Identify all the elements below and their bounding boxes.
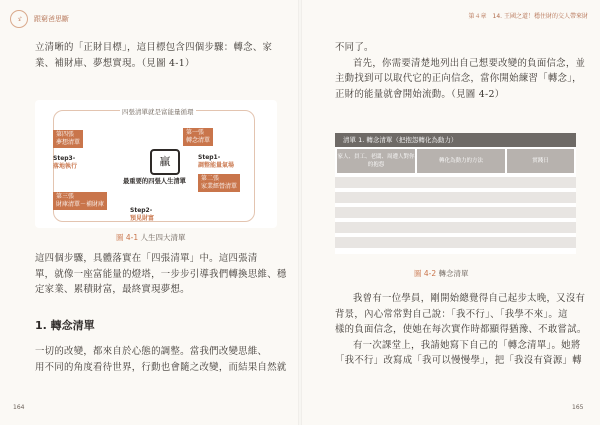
section-title: 1. 轉念清單 — [35, 319, 95, 332]
step-line: Step3- — [53, 155, 76, 162]
paragraph — [35, 251, 287, 298]
page-number: 164 — [13, 404, 25, 411]
table-row — [335, 192, 576, 203]
text-line: 樣的負面信念，使她在每次實作時都顯得猶豫、不敢嘗試。 — [335, 324, 587, 335]
text-line: 定家業、累積財富，最終實現夢想。 — [35, 284, 190, 295]
text-line: 背景，內心常常對自己說：「我不行」、「我學不來」。這 — [335, 308, 568, 320]
table-title: 清單 1. 轉念清單（把抱怨轉化為動力） — [335, 133, 576, 147]
table-row — [335, 207, 576, 218]
caption-text: 人生四大清單 — [140, 233, 186, 242]
caption-number: 圖 4-1 — [116, 233, 139, 242]
text-line: 「我不行」改寫成「我可以慢慢學」，把「我沒有資源」轉 — [335, 355, 582, 366]
caption-number: 圖 4-2 — [414, 269, 437, 278]
list-box-1 — [183, 128, 213, 146]
figure-title: 四張清單就是富能量循環 — [122, 108, 194, 116]
step-line: 落地執行 — [53, 162, 78, 170]
box-line: 第二張 — [201, 175, 220, 182]
step-line: 預見財富 — [130, 214, 155, 222]
text-line: 立清晰的「正財目標」，這目標包含四個步驟：轉念、家 — [35, 42, 273, 53]
table-row — [335, 237, 576, 248]
table-column-header: 轉化為動力的方法 — [417, 149, 505, 173]
book-title: 跟窮爸思斷 — [34, 15, 69, 23]
book-logo-icon: ゞ — [10, 10, 28, 28]
list-box-3 — [53, 192, 107, 210]
paragraph — [335, 291, 587, 369]
table-row — [335, 177, 576, 188]
step-3-label — [53, 155, 77, 170]
figure-caption — [116, 232, 186, 243]
running-header-left — [10, 10, 69, 28]
step-2-label — [130, 207, 154, 222]
table-row — [335, 222, 576, 233]
box-line: 第四張 — [56, 131, 75, 138]
step-line: 調整能量氣場 — [198, 161, 235, 169]
page-number: 165 — [572, 404, 584, 411]
text-line: 單，就像一座富能量的燈塔，一步步引導我們轉換思維、穩 — [35, 268, 287, 280]
list-box-4 — [53, 130, 83, 148]
box-line: 家業經營清單 — [201, 183, 238, 190]
table-4-2 — [335, 133, 576, 254]
table-caption — [414, 268, 469, 279]
win-icon: 贏 — [150, 149, 180, 175]
text-line: 首先，你需要清楚地列出自己想要改變的負面信念，並 — [353, 57, 586, 69]
text-line: 主動找到可以取代它的正向信念，當你開始練習「轉念」， — [335, 73, 582, 84]
text-line: 用不同的角度看待世界，行動也會隨之改變，而結果自然就 — [35, 361, 287, 373]
step-1-label — [198, 154, 234, 169]
text-line: 這四個步驟，具體落實在「四張清單」中。這四張清 — [35, 253, 258, 264]
text-line: 有一次課堂上，我請她寫下自己的「轉念清單」。她將 — [353, 339, 581, 351]
box-line: 第三張 — [56, 193, 75, 200]
step-line: Step2- — [130, 207, 153, 214]
text-line: 業、補財庫、夢想實現。（見圖 4-1） — [35, 57, 195, 69]
text-line: 不同了。 — [335, 42, 374, 53]
center-label: 最重要的四張人生清單 — [123, 178, 186, 185]
figure-4-1 — [35, 100, 277, 228]
text-line: 一切的改變，都來自於心態的調整。當我們改變思維、 — [35, 346, 268, 357]
box-line: 第一張 — [186, 129, 205, 136]
text-line: 正財的能量就會開始流動。（見圖 4-2） — [335, 88, 505, 100]
paragraph — [35, 40, 272, 71]
paragraph — [35, 344, 287, 375]
box-line: 夢想清單 — [56, 139, 81, 146]
table-column-header: 家人、員工、老闆、周遭人對你的抱怨 — [337, 149, 415, 173]
table-column-header: 實踐日 — [507, 149, 574, 173]
text-line: 我曾有一位學員，剛開始總覺得自己起步太晚，又沒有 — [353, 293, 586, 304]
box-line: 轉念清單 — [186, 137, 211, 144]
step-line: Step1- — [198, 154, 221, 161]
list-box-2 — [198, 174, 240, 192]
paragraph — [335, 40, 585, 102]
running-header-right: 第４章 14. 王國之道！穩住財的交人帶來財 — [468, 13, 588, 20]
caption-text: 轉念清單 — [438, 269, 469, 278]
box-line: 財庫清單－補財庫 — [56, 201, 105, 208]
